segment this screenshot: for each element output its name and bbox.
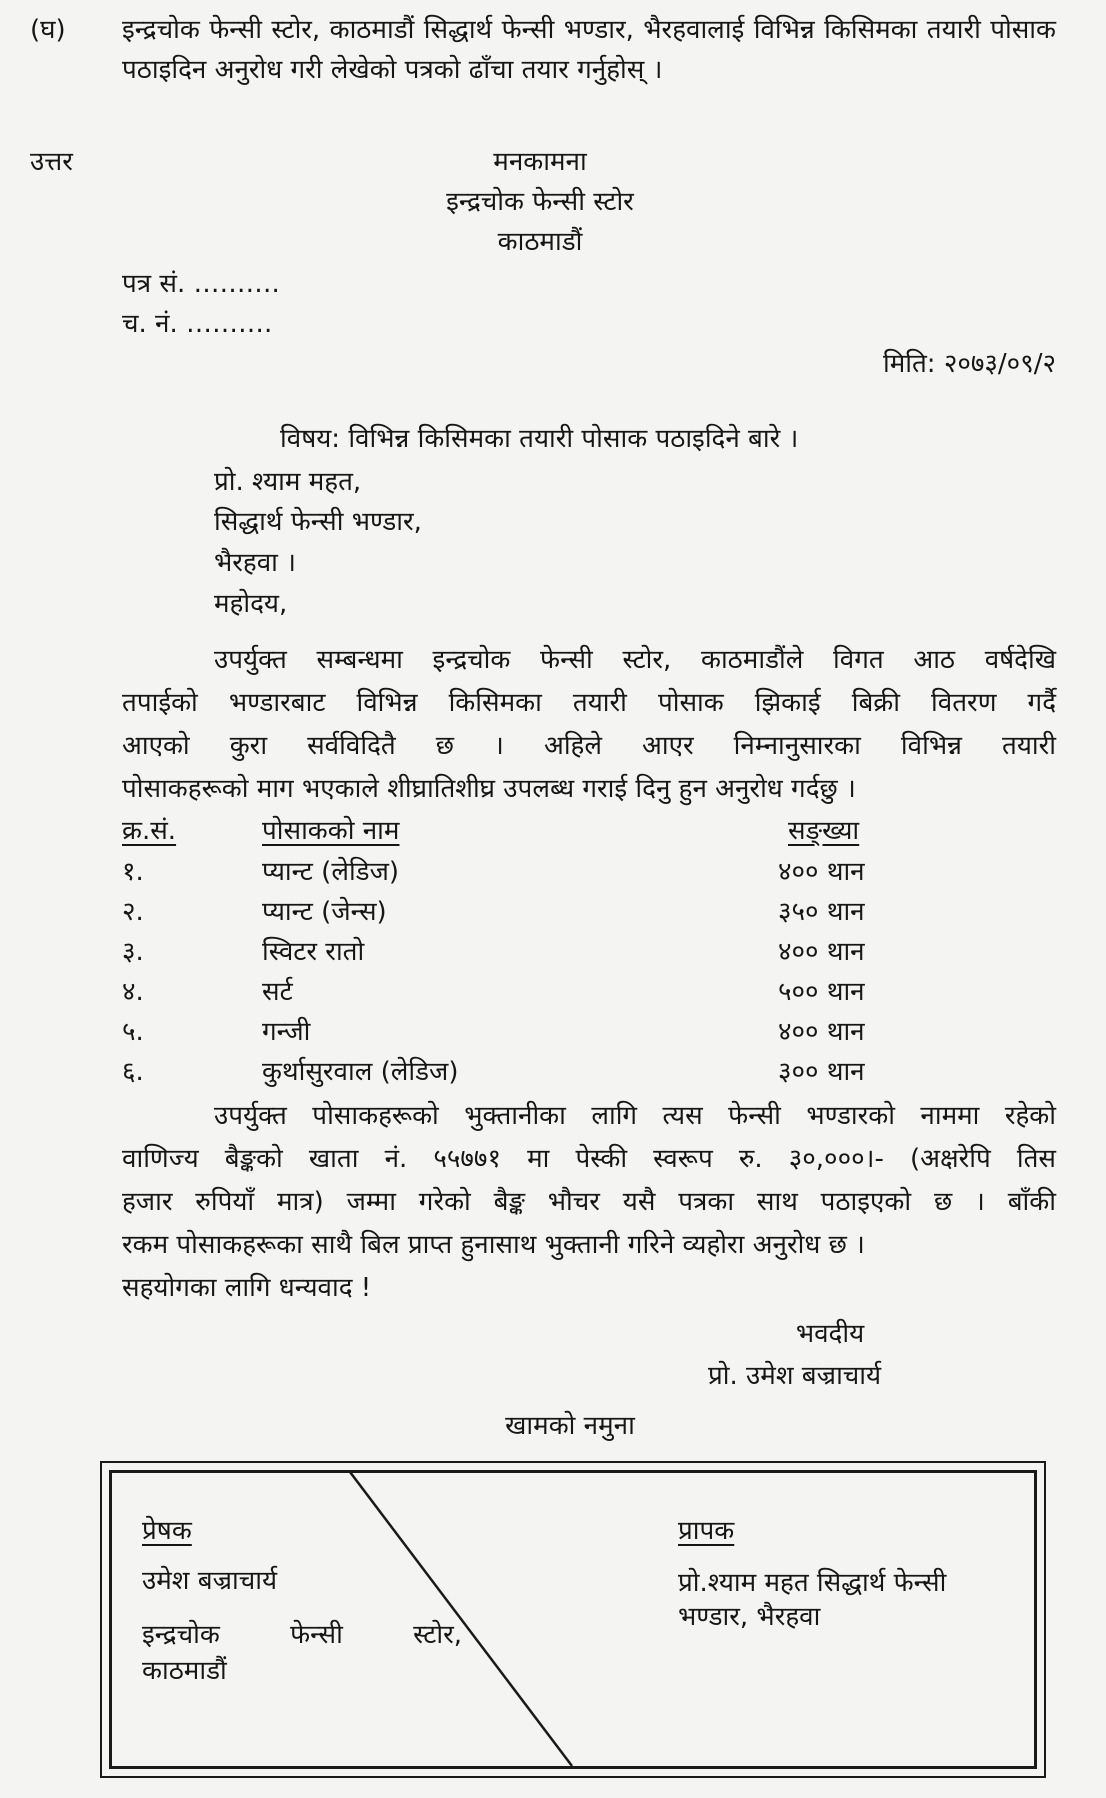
row-quantity: ४०० थान: [778, 937, 865, 967]
paragraph2-line-2: वाणिज्य बैङ्कको खाता नं. ५५७७१ मा पेस्की स्वरूप रु. ३०,०००।- (अक्षरेपि तिस: [122, 1144, 1056, 1174]
paragraph1-line-4: पोसाकहरूको माग भएकाले शीघ्रातिशीघ्र उपलब्ध गराई दिनु हुन अनुरोध गर्दछु ।: [122, 774, 856, 804]
letterhead-line-3: काठमाडौं: [497, 227, 583, 257]
question-text: इन्द्रचोक फेन्सी स्टोर, काठमाडौं सिद्धार्थ फेन्सी भण्डार, भैरहवालाई विभिन्न किसिमका तयारी पोसाक पठाइदिन अनुरोध गरी लेखेको पत्रको ढाँचा तयार गर्नुहोस् ।: [122, 15, 1056, 85]
sender-name: उमेश बज्राचार्य: [142, 1566, 278, 1596]
sender-address-line-1: इन्द्रचोक फेन्सी स्टोर,: [142, 1620, 462, 1650]
row-quantity: ४०० थान: [778, 857, 865, 887]
letterhead-line-2: इन्द्रचोक फेन्सी स्टोर: [446, 187, 634, 217]
row-serial: १.: [122, 857, 144, 887]
letterhead-line-1: मनकामना: [493, 147, 587, 177]
salutation: महोदय,: [214, 589, 288, 619]
paragraph2-line-4: रकम पोसाकहरूका साथै बिल प्राप्त हुनासाथ भुक्तानी गरिने व्यहोरा अनुरोध छ ।: [122, 1230, 865, 1260]
paragraph1-line-2: तपाईको भण्डारबाट विभिन्न किसिमका तयारी पोसाक झिकाई बिक्री वितरण गर्दै: [122, 688, 1056, 718]
row-serial: ५.: [122, 1017, 144, 1047]
envelope-caption: खामको नमुना: [505, 1411, 635, 1441]
row-serial: ४.: [122, 977, 144, 1007]
question-number: (घ): [30, 15, 66, 45]
row-item-name: प्यान्ट (जेन्स): [262, 897, 387, 927]
header-item-name: पोसाकको नाम: [262, 816, 400, 846]
sender-label: प्रेषक: [142, 1516, 192, 1546]
row-quantity: ३०० थान: [778, 1057, 865, 1087]
address-line-2: सिद्धार्थ फेन्सी भण्डार,: [214, 507, 422, 537]
sender-address-line-2: काठमाडौं: [142, 1656, 227, 1686]
row-item-name: सर्ट: [262, 977, 293, 1007]
table-row: [0, 852, 1106, 892]
letter-date: मिति: २०७३/०९/२: [882, 349, 1056, 379]
address-line-3: भैरहवा ।: [214, 548, 297, 578]
row-serial: ६.: [122, 1057, 144, 1087]
paragraph2-line-1: उपर्युक्त पोसाकहरूको भुक्तानीका लागि त्यस फेन्सी भण्डारको नाममा रहेको: [214, 1101, 1056, 1131]
row-serial: ३.: [122, 937, 144, 967]
row-quantity: ३५० थान: [778, 897, 865, 927]
row-quantity: ५०० थान: [778, 977, 865, 1007]
row-item-name: प्यान्ट (लेडिज): [262, 857, 400, 887]
row-item-name: कुर्थासुरवाल (लेडिज): [262, 1057, 459, 1087]
answer-label: उत्तर: [30, 147, 73, 177]
row-item-name: स्विटर रातो: [262, 937, 365, 967]
closing-signatory: प्रो. उमेश बज्राचार्य: [708, 1361, 882, 1391]
header-quantity: सङ्ख्या: [788, 816, 860, 846]
envelope-sample: [100, 1461, 1046, 1778]
row-serial: २.: [122, 897, 144, 927]
closing-bhavadiya: भवदीय: [795, 1319, 865, 1349]
table-row: [0, 892, 1106, 932]
paragraph1-line-1: उपर्युक्त सम्बन्धमा इन्द्रचोक फेन्सी स्टोर, काठमाडौंले विगत आठ वर्षदेखि: [214, 645, 1056, 675]
dispatch-number: च. नं. ……….: [122, 309, 273, 339]
row-quantity: ४०० थान: [778, 1017, 865, 1047]
table-row: [0, 972, 1106, 1012]
table-row: [0, 1012, 1106, 1052]
recipient-label: प्रापक: [678, 1516, 735, 1546]
letter-subject: विषय: विभिन्न किसिमका तयारी पोसाक पठाइदिने बारे ।: [280, 424, 799, 454]
table-row: [0, 932, 1106, 972]
header-serial: क्र.सं.: [122, 816, 177, 846]
recipient-address-line-1: प्रो.श्याम महत सिद्धार्थ फेन्सी: [678, 1568, 947, 1598]
thanks-line: सहयोगका लागि धन्यवाद !: [122, 1273, 372, 1303]
address-line-1: प्रो. श्याम महत,: [214, 467, 362, 497]
paragraph1-line-3: आएको कुरा सर्वविदितै छ । अहिले आएर निम्नानुसारका विभिन्न तयारी: [122, 731, 1056, 761]
recipient-address-line-2: भण्डार, भैरहवा: [678, 1602, 821, 1632]
row-item-name: गन्जी: [262, 1017, 311, 1047]
letter-number: पत्र सं. ……….: [122, 269, 280, 299]
table-row: [0, 1052, 1106, 1092]
paragraph2-line-3: हजार रुपियाँ मात्र) जम्मा गरेको बैङ्क भौचर यसै पत्रका साथ पठाइएको छ । बाँकी: [122, 1187, 1056, 1217]
table-header-row: [0, 811, 1106, 851]
